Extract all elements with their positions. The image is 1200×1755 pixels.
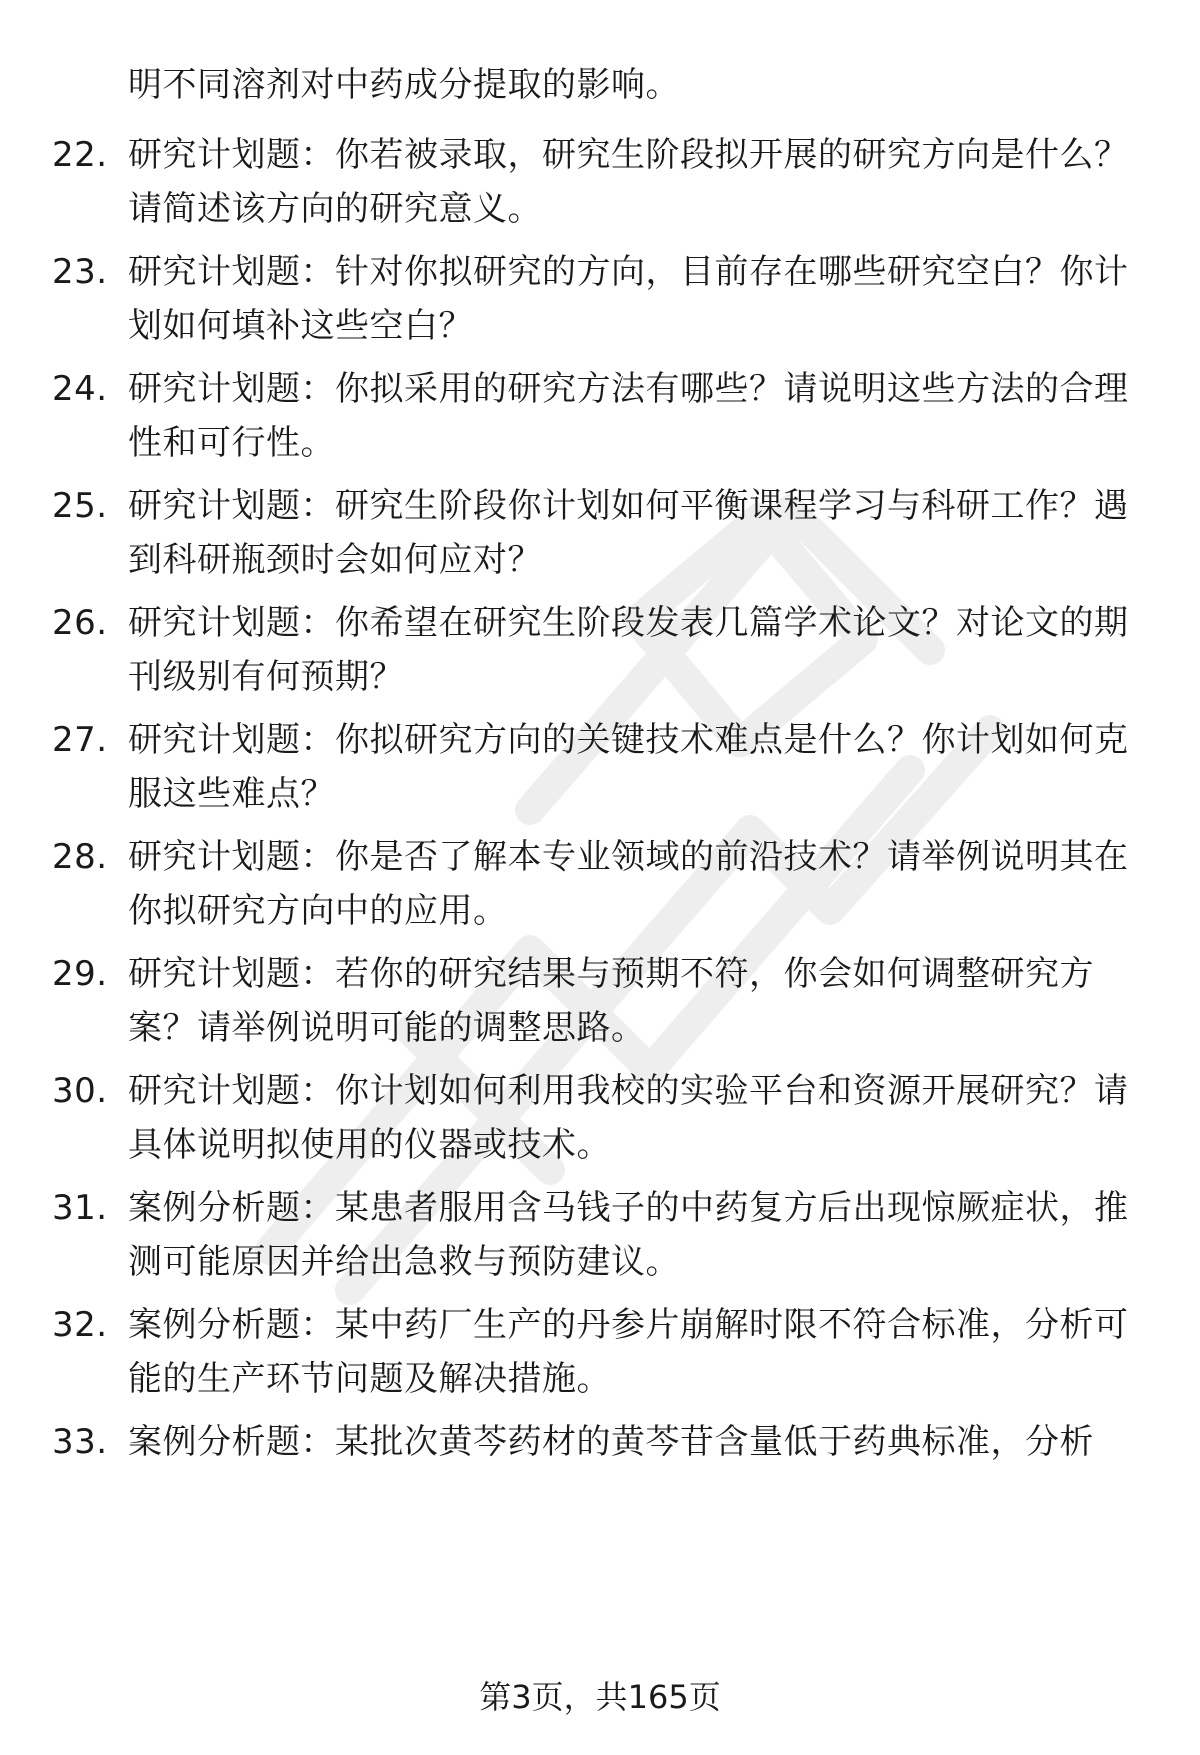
item-text: 研究计划题：你计划如何利用我校的实验平台和资源开展研究？请具体说明拟使用的仪器或技术。 xyxy=(128,1071,1129,1165)
item-number: 32. xyxy=(52,1305,108,1345)
item-text: 研究计划题：你希望在研究生阶段发表几篇学术论文？对论文的期刊级别有何预期？ xyxy=(128,603,1129,697)
page-footer: 第3页，共165页 xyxy=(479,1678,721,1716)
item-number: 28. xyxy=(52,837,108,877)
item-number: 33. xyxy=(52,1422,108,1462)
item-text: 研究计划题：若你的研究结果与预期不符，你会如何调整研究方案？请举例说明可能的调整思路。 xyxy=(128,954,1094,1048)
item-text: 研究计划题：你是否了解本专业领域的前沿技术？请举例说明其在你拟研究方向中的应用。 xyxy=(128,837,1129,931)
item-number: 22. xyxy=(52,135,108,175)
item-text: 研究计划题：你拟研究方向的关键技术难点是什么？你计划如何克服这些难点？ xyxy=(128,720,1129,814)
item-text: 研究计划题：研究生阶段你计划如何平衡课程学习与科研工作？遇到科研瓶颈时会如何应对？ xyxy=(128,486,1129,580)
item-text: 案例分析题：某患者服用含马钱子的中药复方后出现惊厥症状，推测可能原因并给出急救与预防建议。 xyxy=(128,1188,1129,1282)
item-number: 26. xyxy=(52,603,108,643)
item-text: 研究计划题：你若被录取，研究生阶段拟开展的研究方向是什么？请简述该方向的研究意义。 xyxy=(128,135,1129,229)
item-number: 24. xyxy=(52,369,108,409)
item-number: 29. xyxy=(52,954,108,994)
item-number: 23. xyxy=(52,252,108,292)
item-number: 31. xyxy=(52,1188,108,1228)
item-number: 25. xyxy=(52,486,108,526)
item-text: 案例分析题：某中药厂生产的丹参片崩解时限不符合标准，分析可能的生产环节问题及解决措施。 xyxy=(128,1305,1129,1399)
item-number: 30. xyxy=(52,1071,108,1111)
item-text: 案例分析题：某批次黄芩药材的黄芩苷含量低于药典标准，分析 xyxy=(128,1422,1094,1462)
continuation-text: 明不同溶剂对中药成分提取的影响。 xyxy=(128,65,680,105)
item-text: 研究计划题：针对你拟研究的方向，目前存在哪些研究空白？你计划如何填补这些空白？ xyxy=(128,252,1129,346)
item-text: 研究计划题：你拟采用的研究方法有哪些？请说明这些方法的合理性和可行性。 xyxy=(128,369,1129,463)
item-number: 27. xyxy=(52,720,108,760)
